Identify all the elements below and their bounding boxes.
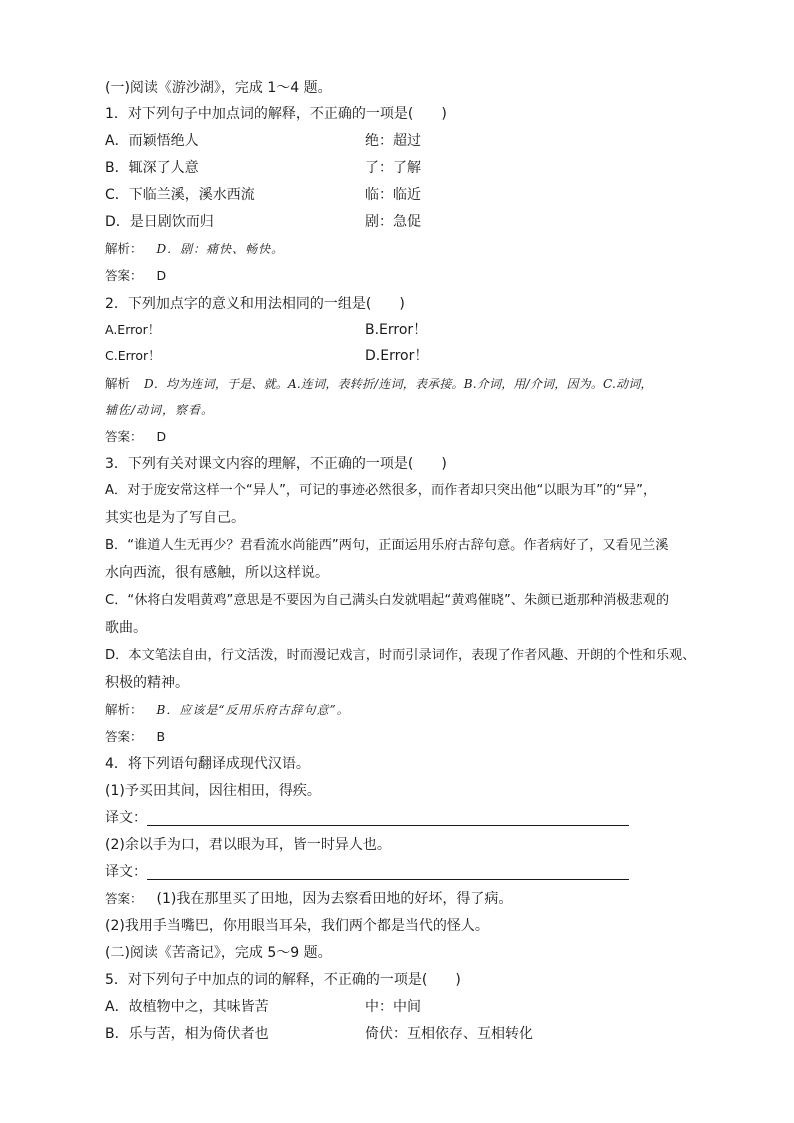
q3-option-b-line1: B．“谁道人生无再少？君看流水尚能西”两句，正面运用乐府古辞句意。作者病好了，又看见兰溪 <box>105 538 669 553</box>
q4-stem: 4．将下列语句翻译成现代汉语。 <box>105 756 310 772</box>
q2-option-a: A.Error！ <box>105 322 161 337</box>
q1-option-a-gloss: 绝：超过 <box>365 133 421 149</box>
q1-answer <box>105 266 720 286</box>
section2-heading: (二)阅读《苦斋记》，完成 5～9 题。 <box>105 945 332 961</box>
q3-option-a-line2: 其实也是为了写自己。 <box>105 510 245 526</box>
analysis-text: D．均为连词，于是、就。A.连词，表转折/连词，表承接。B.介词，用/介词，因为。C.动词， <box>144 377 653 391</box>
q1-option-a: A．而颖悟绝人 <box>105 133 199 149</box>
q3-option-a-line1: A．对于庞安常这样一个“异人”，可记的事迹必然很多，而作者却只突出他“以眼为耳”的“异”， <box>105 483 657 498</box>
q4-translation-label-1: 译文： <box>105 810 147 826</box>
q5-option-b: B．乐与苦，相为倚伏者也 <box>105 1026 269 1042</box>
analysis-label: 解析： <box>105 702 143 717</box>
q2-stem: 2．下列加点字的意义和用法相同的一组是( ) <box>105 296 405 312</box>
answer-text: D <box>156 268 167 283</box>
q5-option-b-gloss: 倚伏：互相依存、互相转化 <box>365 1026 533 1042</box>
analysis-text: D．剧：痛快、畅快。 <box>156 242 285 256</box>
q1-stem: 1．对下列句子中加点词的解释，不正确的一项是( ) <box>105 106 447 122</box>
q4-sentence-1: (1)予买田其间，因往相田，得疾。 <box>105 783 321 799</box>
q3-option-b-line2: 水向西流，很有感触，所以这样说。 <box>105 565 329 581</box>
q4-answer-line2: (2)我用手当嘴巴，你用眼当耳朵，我们两个都是当代的怪人。 <box>105 918 489 934</box>
q4-translation-label-2: 译文： <box>105 864 147 880</box>
q4-translation-blank-1[interactable] <box>147 825 629 826</box>
q3-option-d-line1: D．本文笔法自由，行文活泼，时而漫记戏言，时而引录词作，表现了作者风趣、开朗的个性和乐观、 <box>105 648 696 663</box>
q2-answer <box>105 427 720 447</box>
q5-option-a-gloss: 中：中间 <box>365 999 421 1015</box>
answer-label: 答案： <box>105 891 143 906</box>
q2-option-d: D.Error！ <box>365 348 429 364</box>
q1-analysis <box>105 239 720 259</box>
q2-analysis-line1 <box>105 374 720 394</box>
q4-sentence-2: (2)余以手为口，君以眼为耳，皆一时异人也。 <box>105 837 391 853</box>
q1-option-d: D．是日剧饮而归 <box>105 214 214 230</box>
answer-label: 答案： <box>105 268 143 283</box>
analysis-label: 解析 <box>105 376 131 391</box>
answer-label: 答案： <box>105 729 143 744</box>
section1-heading: (一)阅读《游沙湖》，完成 1～4 题。 <box>105 80 332 96</box>
q1-option-b-gloss: 了：了解 <box>365 160 421 176</box>
analysis-text-cont: 辅佐/动词，察看。 <box>105 403 215 417</box>
q2-analysis-line2 <box>105 400 720 420</box>
q3-analysis <box>105 700 720 720</box>
answer-label: 答案： <box>105 429 143 444</box>
q1-option-b: B．辄深了人意 <box>105 160 199 176</box>
analysis-label: 解析： <box>105 241 143 256</box>
q2-option-b: B.Error！ <box>365 322 428 338</box>
answer-text: B <box>156 729 166 744</box>
q3-stem: 3．下列有关对课文内容的理解，不正确的一项是( ) <box>105 456 447 472</box>
q5-stem: 5．对下列句子中加点的词的解释，不正确的一项是( ) <box>105 972 461 988</box>
q2-option-c: C.Error！ <box>105 348 161 363</box>
analysis-text: B．应该是“反用乐府古辞句意”。 <box>156 703 350 717</box>
q5-option-a: A．故植物中之，其味皆苦 <box>105 999 269 1015</box>
q3-option-c-line1: C．“休将白发唱黄鸡”意思是不要因为自己满头白发就唱起“黄鸡催晓”、朱颜已逝那种消极悲观的 <box>105 593 670 608</box>
q3-option-c-line2: 歌曲。 <box>105 620 147 636</box>
q3-answer <box>105 727 720 747</box>
q1-option-d-gloss: 剧：急促 <box>365 214 421 230</box>
q4-translation-blank-2[interactable] <box>147 879 629 880</box>
q3-option-d-line2: 积极的精神。 <box>105 675 189 691</box>
q1-option-c-gloss: 临：临近 <box>365 187 421 203</box>
q1-option-c: C．下临兰溪，溪水西流 <box>105 187 255 203</box>
answer-text: D <box>156 429 167 444</box>
q4-answer-line1 <box>105 889 720 909</box>
answer-text: (1)我在那里买了田地，因为去察看田地的好坏，得了病。 <box>156 891 513 907</box>
